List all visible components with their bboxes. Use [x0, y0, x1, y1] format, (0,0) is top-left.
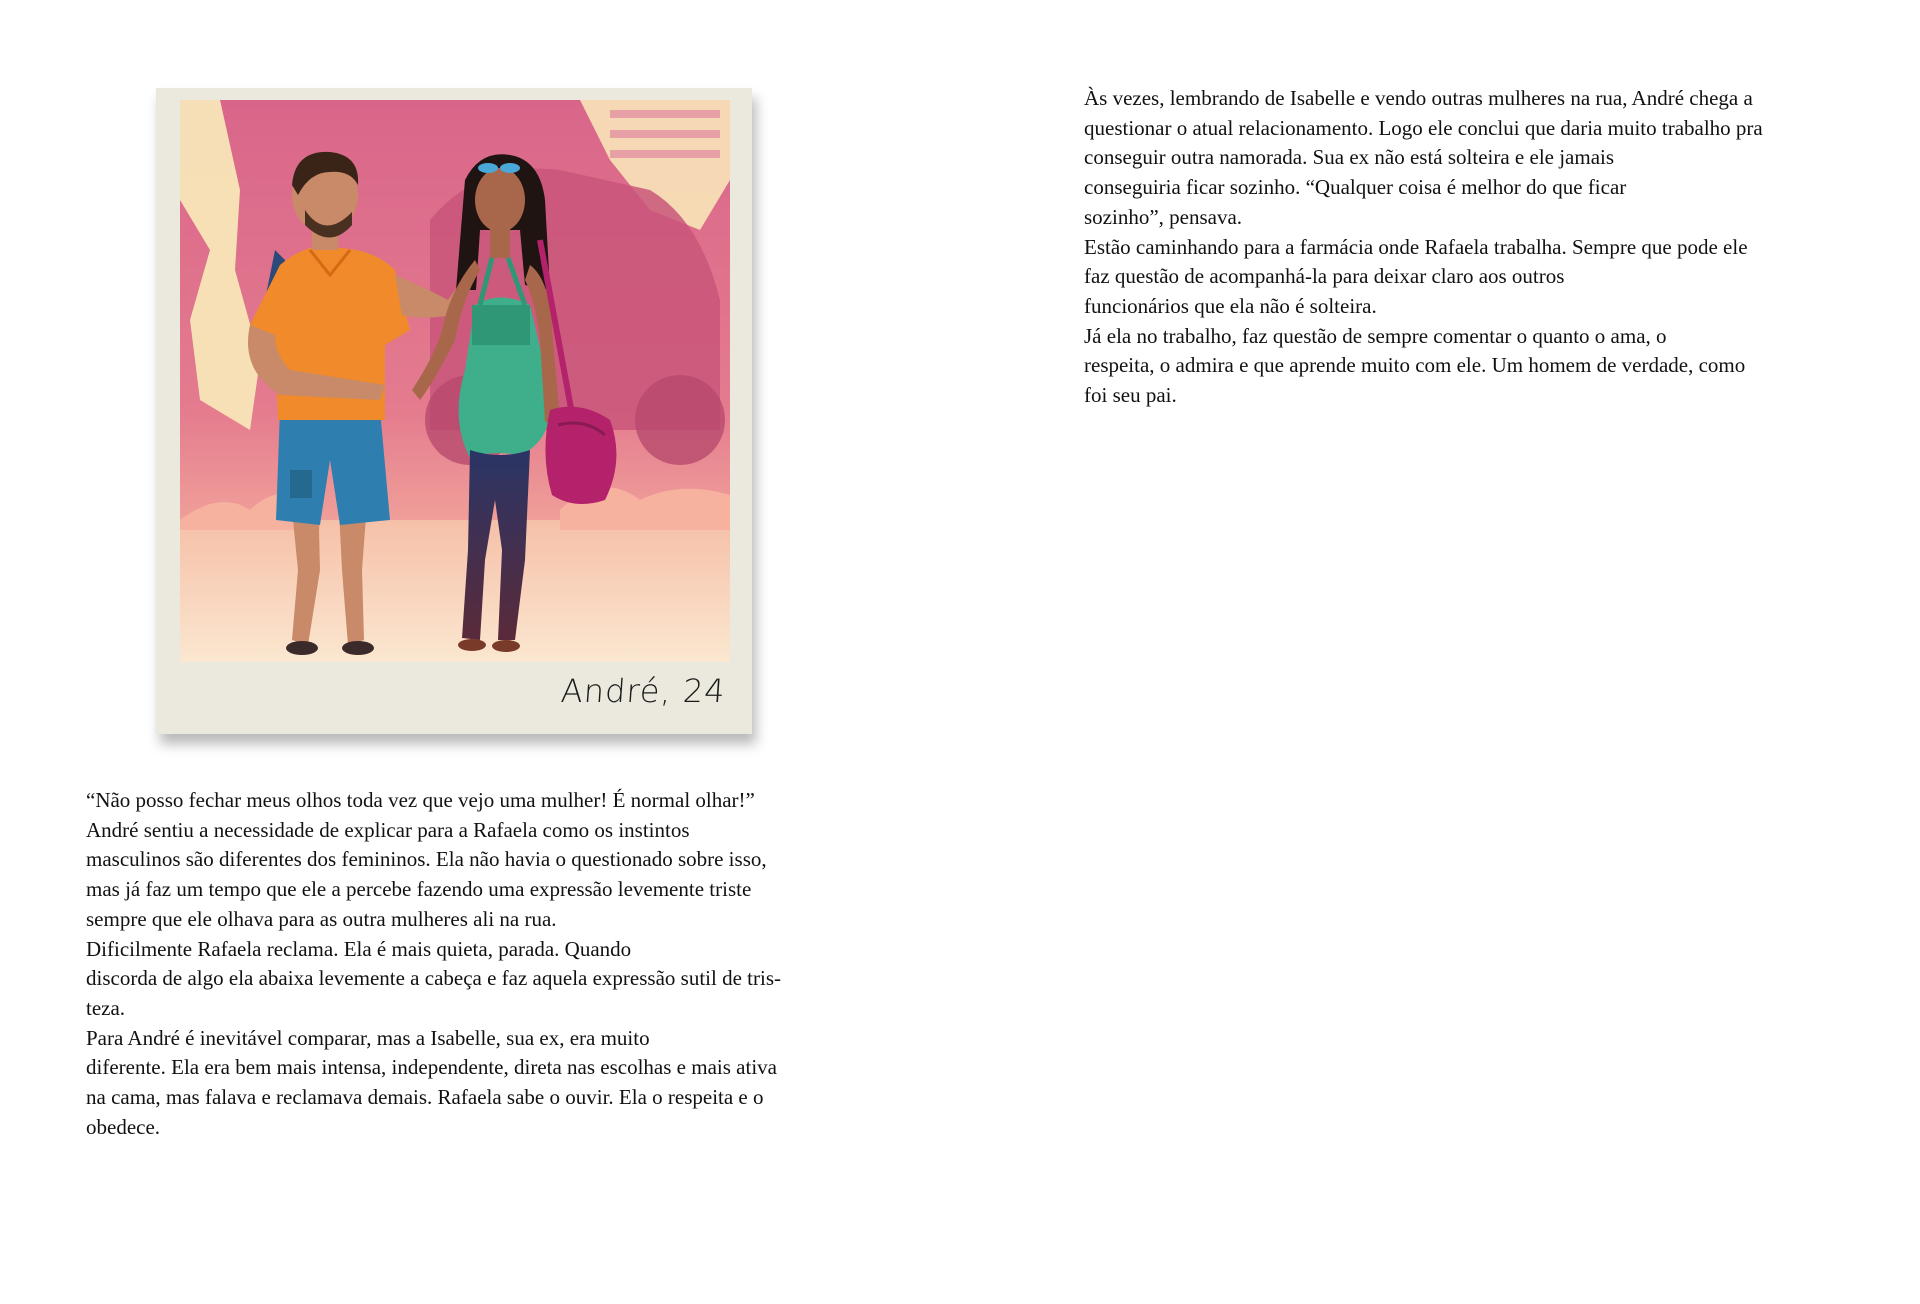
text-line: respeita, o admira e que aprende muito com ele. Um homem de verdade, como [1084, 353, 1746, 378]
text-line: diferente. Ela era bem mais intensa, independente, direta nas escolhas e mais ativa [86, 1055, 777, 1080]
left-page-text [86, 786, 856, 1142]
text-line: na cama, mas falava e reclamava demais. Rafaela sabe o ouvir. Ela o respeita e o [86, 1085, 764, 1110]
text-line: Já ela no trabalho, faz questão de sempre comentar o quanto o ama, o [1084, 323, 1667, 348]
text-line: funcionários que ela não é solteira. [1084, 293, 1377, 318]
right-page-text [1084, 84, 1864, 411]
text-line: discorda de algo ela abaixa levemente a cabeça e faz aquela expressão sutil de tris- [86, 966, 781, 991]
text-line: sempre que ele olhava para as outra mulheres ali na rua. [86, 906, 557, 931]
text-line: conseguir outra namorada. Sua ex não está solteira e ele jamais [1084, 145, 1615, 170]
text-line: obedece. [86, 1114, 161, 1139]
text-line: Estão caminhando para a farmácia onde Rafaela trabalha. Sempre que pode ele [1084, 234, 1748, 259]
text-line: André sentiu a necessidade de explicar para a Rafaela como os instintos [86, 817, 690, 842]
text-line: conseguiria ficar sozinho. “Qualquer coisa é melhor do que ficar [1084, 175, 1627, 200]
text-line: Para André é inevitável comparar, mas a Isabelle, sua ex, era muito [86, 1025, 650, 1050]
text-line: sozinho”, pensava. [1084, 204, 1243, 229]
text-line: questionar o atual relacionamento. Logo ele conclui que daria muito trabalho pra [1084, 115, 1763, 140]
photo-caption: André, 24 [559, 672, 728, 710]
couple-walking-illustration [180, 100, 730, 662]
text-line: “Não posso fechar meus olhos toda vez que vejo uma mulher! É normal olhar!” [86, 788, 755, 812]
text-line: teza. [86, 995, 126, 1020]
text-line: foi seu pai. [1084, 383, 1177, 408]
text-line: Dificilmente Rafaela reclama. Ela é mais quieta, parada. Quando [86, 936, 632, 961]
text-line: mas já faz um tempo que ele a percebe fazendo uma expressão levemente triste [86, 877, 752, 902]
text-line: Às vezes, lembrando de Isabelle e vendo outras mulheres na rua, André chega a [1084, 86, 1753, 110]
polaroid-photo [156, 88, 752, 734]
text-line: masculinos são diferentes dos femininos. Ela não havia o questionado sobre isso, [86, 847, 767, 872]
text-line: faz questão de acompanhá-la para deixar claro aos outros [1084, 264, 1565, 289]
